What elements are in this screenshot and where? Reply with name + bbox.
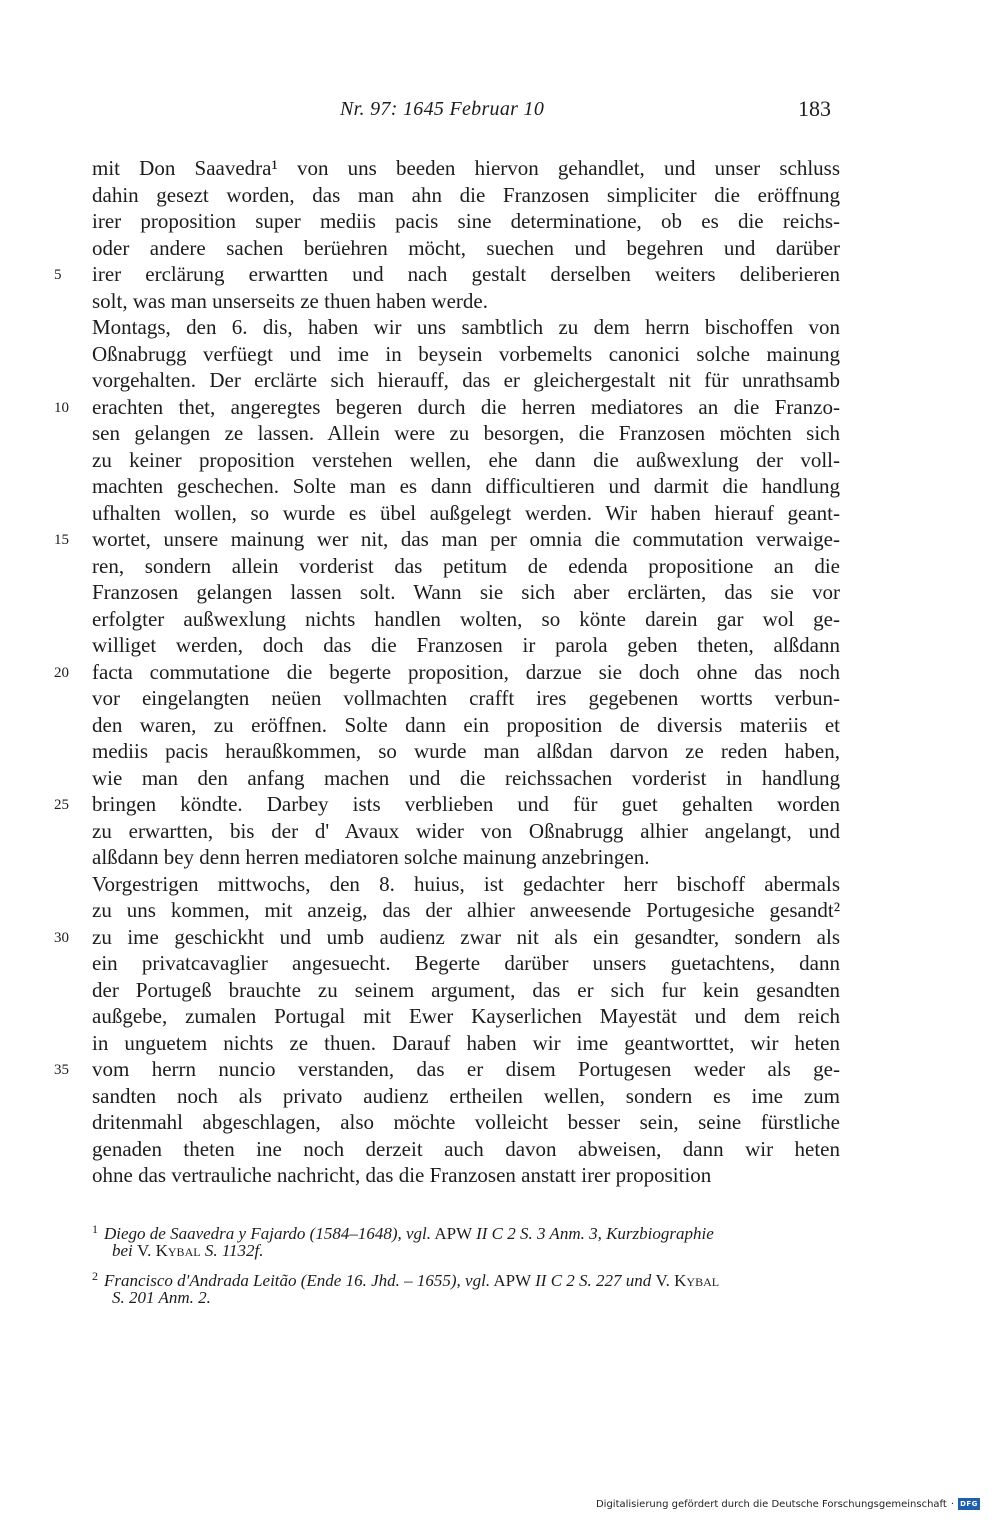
text-line xyxy=(92,182,840,209)
line-text: ren, sondern allein vorderist das petitum de edenda propositione an die xyxy=(92,553,840,578)
text-line xyxy=(54,924,840,951)
footnote-mark: 1 xyxy=(92,1222,98,1236)
text-line xyxy=(54,261,840,288)
text-line xyxy=(92,977,840,1004)
text-line xyxy=(92,1109,840,1136)
line-text: dahin gesezt worden, das man ahn die Franzosen simpliciter die eröffnung xyxy=(92,182,840,207)
line-text: machten geschechen. Solte man es dann difficultieren und darmit die handlung xyxy=(92,474,840,498)
line-text: der Portugeß brauchte zu seinem argument, das er sich fur kein gesandten xyxy=(92,977,840,1002)
text-line xyxy=(92,341,840,368)
text-line xyxy=(92,1083,840,1110)
line-text: Montags, den 6. dis, haben wir uns sambtlich zu dem herrn bischoffen von xyxy=(92,315,840,339)
footnote-bei: bei xyxy=(112,1241,133,1260)
footnote-author: V. Kybal xyxy=(655,1271,720,1290)
line-text: ufhalten wollen, so wurde es übel außgelegt werden. Wir haben hierauf geant- xyxy=(92,500,840,525)
text-line xyxy=(92,447,840,474)
text-line xyxy=(92,685,840,712)
text-line xyxy=(54,659,840,686)
text-line xyxy=(92,844,840,871)
line-text: facta commutatione die begerte proposition, darzue sie doch ohne das noch xyxy=(92,659,840,684)
text-line xyxy=(92,235,840,262)
page-number: 183 xyxy=(798,96,831,121)
footnote-2 xyxy=(92,1265,852,1289)
line-text: außgebe, zumalen Portugal mit Ewer Kayserlichen Mayestät und dem reich xyxy=(92,1004,840,1028)
line-number: 30 xyxy=(54,929,69,946)
line-text: zu ime geschickht und umb audienz zwar nit als ein gesandter, sondern als xyxy=(92,924,840,949)
line-text: sen gelangen ze lassen. Allein were zu besorgen, die Franzosen möchten sich xyxy=(92,421,840,445)
footnote-1 xyxy=(92,1218,852,1242)
line-text: vor eingelangten neüen vollmachten crafft ires gegebenen wortts verbun- xyxy=(92,686,840,710)
text-line xyxy=(92,606,840,633)
line-text: zu erwartten, bis der d' Avaux wider von Oßnabrugg alhier angelangt, und xyxy=(92,818,840,843)
line-text: vom herrn nuncio verstanden, das er disem Portugesen weder als ge- xyxy=(92,1057,840,1081)
footnote-author: V. Kybal xyxy=(137,1241,201,1260)
text-line xyxy=(54,1056,840,1083)
line-number: 25 xyxy=(54,797,69,813)
text-line xyxy=(92,818,840,845)
text-line xyxy=(92,1162,840,1189)
footnote-page: S. 1132f. xyxy=(204,1241,264,1260)
line-text: in unguetem nichts ze thuen. Darauf haben wir ime geantworttet, wir heten xyxy=(92,1030,840,1055)
text-line xyxy=(92,367,840,394)
text-line xyxy=(92,288,840,315)
line-text: williget werden, doch das die Franzosen ir parola geben theten, alßdann xyxy=(92,633,840,657)
line-text: den waren, zu eröffnen. Solte dann ein proposition de diversis materiis et xyxy=(92,712,840,737)
line-text: wie man den anfang machen und die reichssachen vorderist in handlung xyxy=(92,765,840,790)
text-line xyxy=(54,394,840,421)
line-number: 10 xyxy=(54,399,69,416)
text-line xyxy=(92,553,840,580)
line-text: mediis pacis heraußkommen, so wurde man alßdan darvon ze reden haben, xyxy=(92,739,840,763)
text-line xyxy=(92,500,840,527)
text-line xyxy=(92,738,840,765)
footnote-text: Diego de Saavedra y Fajardo (1584–1648), vgl. xyxy=(104,1224,432,1243)
line-text: Franzosen gelangen lassen solt. Wann sie sich aber erclärten, das sie vor xyxy=(92,580,840,604)
line-text: erachten thet, angeregtes begeren durch die herren mediatores an die Franzo- xyxy=(92,394,840,419)
text-line xyxy=(92,420,840,447)
line-text: oder andere sachen berüehren möcht, suechen und begehren und darüber xyxy=(92,235,840,260)
dfg-logo-icon: DFG xyxy=(958,1498,980,1510)
line-text: erfolgter außwexlung nichts handlen wolten, so könte darein gar wol ge- xyxy=(92,606,840,631)
text-line xyxy=(92,208,840,235)
text-line xyxy=(54,791,840,818)
text-line xyxy=(92,579,840,606)
line-text: sandten noch als privato audienz ertheilen wellen, sondern es ime zum xyxy=(92,1083,840,1108)
page-header xyxy=(0,98,1000,128)
footnote-text: Francisco d'Andrada Leitão (Ende 16. Jhd. – 1655), vgl. xyxy=(104,1271,491,1290)
line-text: ein privatcavaglier angesuecht. Begerte darüber unsers guetachtens, dann xyxy=(92,951,840,975)
line-text: mit Don Saavedra¹ von uns beeden hiervon gehandlet, und unser schluss xyxy=(92,156,840,180)
footnote-page: S. 201 Anm. 2. xyxy=(112,1288,211,1307)
text-line xyxy=(92,1030,840,1057)
text-line xyxy=(92,950,840,977)
line-text: irer erclärung erwartten und nach gestalt derselben weiters deliberieren xyxy=(92,262,840,286)
text-line xyxy=(92,765,840,792)
line-text: Oßnabrugg verfüegt und ime in beysein vorbemelts canonici solche mainung xyxy=(92,341,840,366)
line-number: 35 xyxy=(54,1062,69,1078)
line-number: 5 xyxy=(54,267,62,283)
text-line xyxy=(92,314,840,341)
text-line xyxy=(54,526,840,553)
text-line xyxy=(92,871,840,898)
line-text: Vorgestrigen mittwochs, den 8. huius, ist gedachter herr bischoff abermals xyxy=(92,871,840,896)
dfg-separator: · xyxy=(950,1498,954,1510)
line-text: zu uns kommen, mit anzeig, das der alhier anweesende Portugesiche gesandt² xyxy=(92,898,840,922)
line-text: dritenmahl abgeschlagen, also möchte volleicht besser sein, seine fürstliche xyxy=(92,1110,840,1134)
text-line xyxy=(92,897,840,924)
text-line xyxy=(92,1136,840,1163)
funding-footer xyxy=(596,1497,980,1511)
line-text: alßdann bey denn herren mediatoren solche mainung anzebringen. xyxy=(92,845,650,869)
footnote-mark: 2 xyxy=(92,1269,98,1283)
footnote-ref: II C 2 S. 227 und xyxy=(535,1271,652,1290)
line-text: ohne das vertrauliche nachricht, das die Franzosen anstatt irer proposition xyxy=(92,1163,712,1187)
footnote-apw: APW xyxy=(493,1271,531,1290)
footnote-ref: II C 2 S. 3 Anm. 3, Kurzbiographie xyxy=(476,1224,714,1243)
line-text: solt, was man unserseits ze thuen haben werde. xyxy=(92,288,488,313)
footnote-apw: APW xyxy=(434,1224,472,1243)
text-line xyxy=(92,712,840,739)
line-text: vorgehalten. Der erclärte sich hierauff, das er gleichergestalt nit für unrathsamb xyxy=(92,368,840,392)
line-text: bringen köndte. Darbey ists verblieben und für guet gehalten worden xyxy=(92,792,840,816)
line-text: genaden theten ine noch derzeit auch davon abweisen, dann wir heten xyxy=(92,1136,840,1161)
footnote-2-cont xyxy=(112,1287,872,1311)
funding-note: Digitalisierung gefördert durch die Deutsche Forschungsgemeinschaft xyxy=(595,1498,947,1510)
running-head: Nr. 97: 1645 Februar 10 xyxy=(340,98,545,120)
text-line xyxy=(92,155,840,182)
footnote-1-cont xyxy=(112,1240,872,1264)
text-line xyxy=(92,632,840,659)
line-text: irer proposition super mediis pacis sine determinatione, ob es die reichs- xyxy=(92,209,840,233)
line-number: 20 xyxy=(54,664,69,681)
line-text: wortet, unsere mainung wer nit, das man per omnia die commutation verwaige- xyxy=(92,527,840,551)
text-line xyxy=(92,1003,840,1030)
line-text: zu keiner proposition verstehen wellen, ehe dann die außwexlung der voll- xyxy=(92,447,840,472)
line-number: 15 xyxy=(54,532,69,548)
text-line xyxy=(92,473,840,500)
